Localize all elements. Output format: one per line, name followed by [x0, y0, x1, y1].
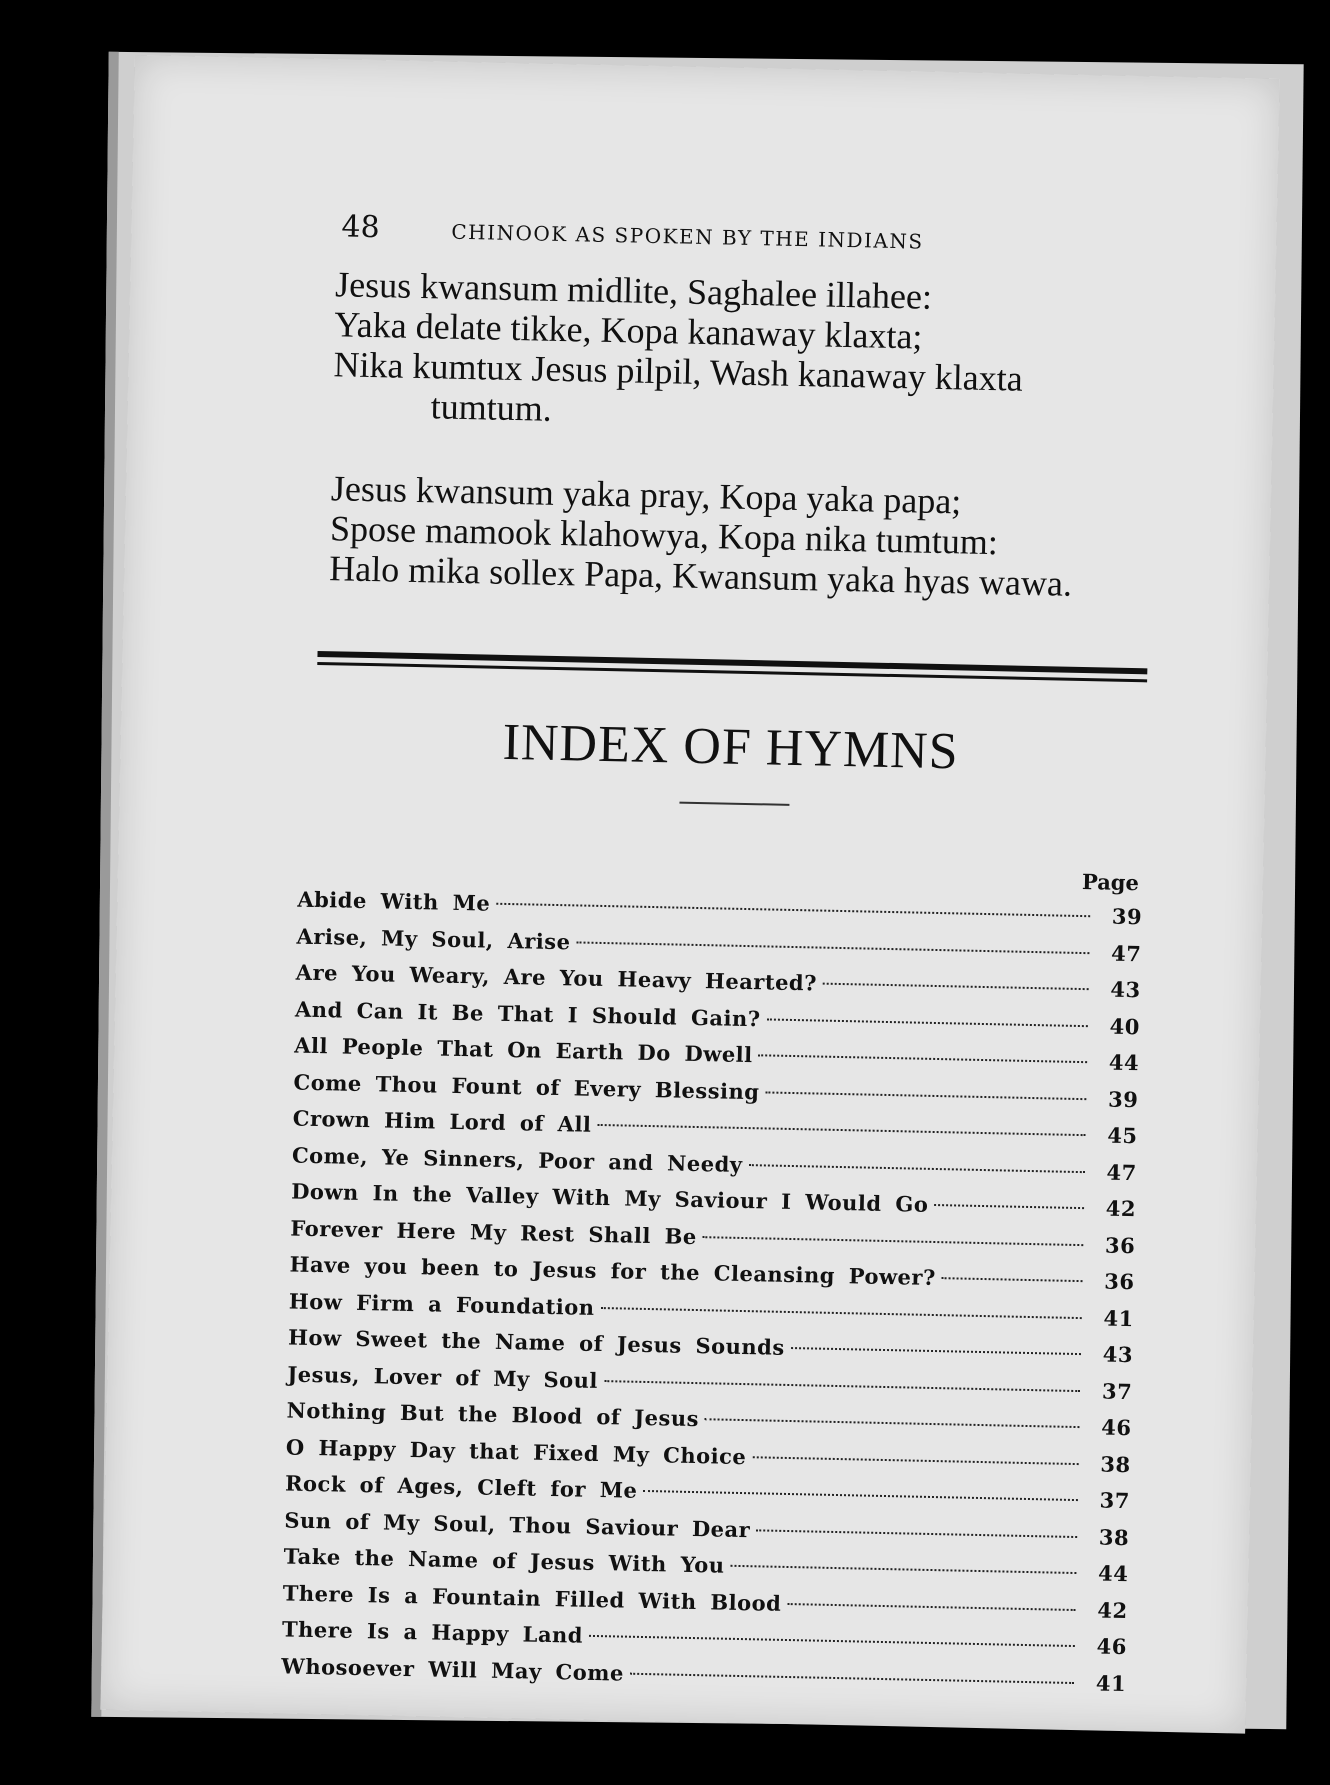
dot-leader — [703, 1236, 1084, 1246]
dot-leader — [791, 1347, 1081, 1355]
hymn-verses — [328, 264, 1166, 649]
stanza-1 — [332, 264, 1165, 441]
entry-title: O Happy Day that Fixed My Choice — [285, 1433, 747, 1469]
dot-leader — [759, 1054, 1088, 1063]
entry-title: Are You Weary, Are You Heavy Hearted? — [295, 959, 818, 996]
entry-title: How Firm a Foundation — [288, 1288, 595, 1320]
book-page — [100, 55, 1279, 1734]
dot-leader — [705, 1418, 1080, 1428]
entry-title: How Sweet the Name of Jesus Sounds — [287, 1324, 785, 1360]
entry-page-number: 41 — [1095, 1669, 1127, 1696]
stanza-2 — [329, 468, 1161, 605]
dot-leader — [748, 1164, 1084, 1173]
page-number: 48 — [341, 209, 380, 246]
page-header — [341, 209, 1157, 261]
entry-title: All People That On Earth Do Dwell — [294, 1032, 753, 1068]
entry-page-number: 38 — [1098, 1524, 1130, 1550]
dot-leader — [787, 1603, 1075, 1611]
entry-title: Come, Ye Sinners, Poor and Needy — [291, 1142, 743, 1177]
entry-title: Come Thou Fount of Every Blessing — [293, 1069, 760, 1104]
verse-line: tumtum. — [430, 386, 553, 429]
verse-line: Yaka delate tikke, Kopa kanaway klaxta; — [333, 304, 923, 357]
entry-title: There Is a Happy Land — [281, 1616, 584, 1648]
dot-leader — [934, 1204, 1084, 1209]
entry-title: Whosoever Will May Come — [281, 1652, 625, 1686]
index-title: INDEX OF HYMNS — [502, 713, 960, 781]
entry-title: Have you been to Jesus for the Cleansing Power? — [289, 1251, 937, 1291]
entry-title: Abide With Me — [297, 886, 491, 916]
verse-line: Jesus kwansum yaka pray, Kopa yaka papa; — [330, 468, 962, 522]
entry-page-number: 42 — [1097, 1596, 1128, 1623]
entry-page-number: 40 — [1109, 1013, 1141, 1039]
dot-leader — [496, 903, 1090, 917]
dot-leader — [731, 1565, 1077, 1574]
entry-page-number: 44 — [1097, 1560, 1129, 1587]
entry-page-number: 36 — [1104, 1232, 1136, 1258]
hymn-index-list — [281, 849, 1143, 1703]
dot-leader — [589, 1635, 1075, 1647]
entry-page-number: 39 — [1107, 1086, 1139, 1112]
dot-leader — [597, 1124, 1085, 1136]
entry-page-number: 37 — [1101, 1378, 1133, 1404]
dot-leader — [601, 1307, 1082, 1319]
entry-title: And Can It Be That I Should Gain? — [294, 996, 761, 1031]
entry-page-number: 47 — [1110, 940, 1142, 966]
entry-page-number: 37 — [1099, 1487, 1131, 1514]
entry-title: Rock of Ages, Cleft for Me — [284, 1470, 638, 1503]
entry-title: Down In the Valley With My Saviour I Would Go — [290, 1178, 929, 1217]
dot-leader — [767, 1018, 1088, 1027]
verse-line: Spose mamook klahowya, Kopa nika tumtum: — [329, 508, 999, 563]
entry-page-number: 36 — [1104, 1268, 1135, 1295]
dot-leader — [576, 941, 1089, 954]
entry-page-number: 43 — [1102, 1341, 1134, 1368]
dot-leader — [643, 1490, 1078, 1501]
entry-title: There Is a Fountain Filled With Blood — [282, 1579, 782, 1616]
entry-page-number: 46 — [1096, 1633, 1128, 1660]
title-underline — [679, 802, 789, 806]
entry-title: Arise, My Soul, Arise — [296, 923, 571, 954]
entry-page-number: 42 — [1105, 1195, 1137, 1222]
dot-leader — [823, 983, 1089, 991]
entry-page-number: 41 — [1103, 1305, 1135, 1331]
dot-leader — [604, 1380, 1080, 1392]
entry-title: Crown Him Lord of All — [292, 1105, 592, 1137]
entry-page-number: 44 — [1108, 1049, 1140, 1076]
entry-page-number: 47 — [1106, 1159, 1138, 1185]
verse-line: Jesus kwansum midlite, Saghalee illahee: — [334, 264, 933, 317]
dot-leader — [752, 1456, 1078, 1465]
page-column-heading: Page — [1081, 869, 1140, 896]
verse-line: Nika kumtux Jesus pilpil, Wash kanaway klaxta — [333, 344, 1024, 399]
index-entries — [281, 882, 1143, 1703]
entry-page-number: 46 — [1100, 1414, 1132, 1441]
dot-leader — [942, 1277, 1083, 1282]
entry-title: Sun of My Soul, Thou Saviour Dear — [284, 1506, 751, 1542]
dot-leader — [630, 1672, 1074, 1683]
dot-leader — [756, 1529, 1077, 1538]
verse-line: Halo mika sollex Papa, Kwansum yaka hyas wawa. — [328, 548, 1073, 604]
dot-leader — [765, 1091, 1086, 1100]
entry-title: Nothing But the Blood of Jesus — [286, 1397, 700, 1432]
entry-page-number: 43 — [1110, 976, 1141, 1003]
entry-title: Jesus, Lover of My Soul — [287, 1360, 599, 1393]
entry-title: Take the Name of Jesus With You — [283, 1543, 725, 1578]
entry-page-number: 39 — [1111, 903, 1143, 930]
entry-title: Forever Here My Rest Shall Be — [290, 1215, 698, 1249]
entry-page-number: 45 — [1107, 1122, 1138, 1149]
entry-page-number: 38 — [1100, 1451, 1131, 1477]
running-title: CHINOOK AS SPOKEN BY THE INDIANS — [451, 219, 924, 254]
